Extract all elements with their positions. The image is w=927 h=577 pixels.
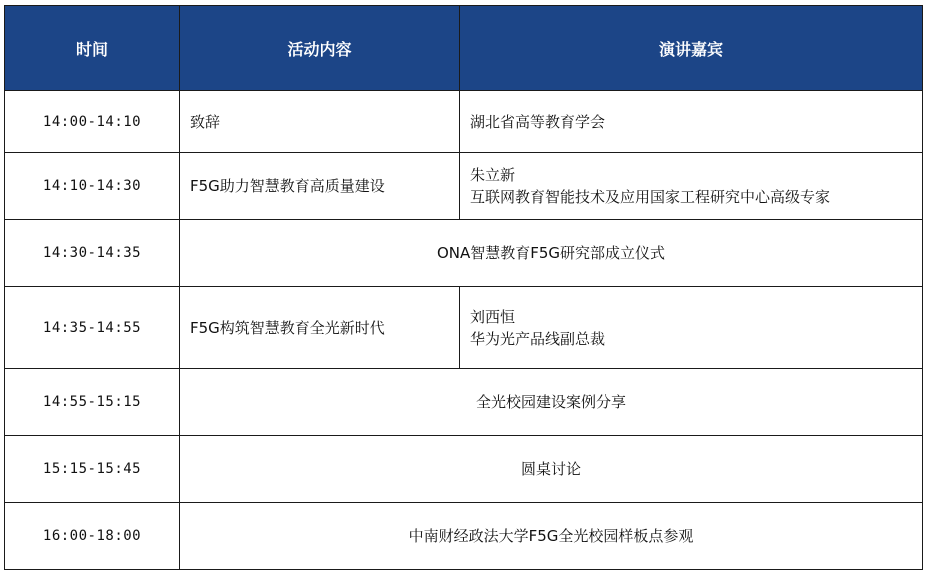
table-row xyxy=(5,220,923,287)
table-row xyxy=(5,91,923,153)
time-cell: 14:10-14:30 xyxy=(5,153,180,220)
speaker-cell xyxy=(460,287,923,369)
table-row xyxy=(5,503,923,570)
speaker-name: 刘西恒 xyxy=(470,307,516,326)
table-row xyxy=(5,287,923,369)
merged-activity-cell: 圆桌讨论 xyxy=(180,436,923,503)
activity-cell: 致辞 xyxy=(180,91,460,153)
header-speaker: 演讲嘉宾 xyxy=(460,6,923,91)
speaker-name: 朱立新 xyxy=(470,166,516,184)
merged-activity-cell: 全光校园建设案例分享 xyxy=(180,369,923,436)
table-row xyxy=(5,369,923,436)
merged-activity-cell: ONA智慧教育F5G研究部成立仪式 xyxy=(180,220,923,287)
time-cell: 15:15-15:45 xyxy=(5,436,180,503)
time-cell: 14:00-14:10 xyxy=(5,91,180,153)
time-cell: 16:00-18:00 xyxy=(5,503,180,570)
header-row xyxy=(5,6,923,91)
merged-activity-cell: 中南财经政法大学F5G全光校园样板点参观 xyxy=(180,503,923,570)
activity-cell: F5G构筑智慧教育全光新时代 xyxy=(180,287,460,369)
time-cell: 14:55-15:15 xyxy=(5,369,180,436)
speaker-cell xyxy=(460,153,923,220)
activity-cell: F5G助力智慧教育高质量建设 xyxy=(180,153,460,220)
speaker-title: 互联网教育智能技术及应用国家工程研究中心高级专家 xyxy=(470,188,831,206)
speaker-name: 湖北省高等教育学会 xyxy=(470,112,606,131)
header-activity: 活动内容 xyxy=(180,6,460,91)
agenda-table xyxy=(4,5,923,570)
table-row xyxy=(5,436,923,503)
speaker-cell xyxy=(460,91,923,153)
table-row xyxy=(5,153,923,220)
time-cell: 14:35-14:55 xyxy=(5,287,180,369)
header-time: 时间 xyxy=(5,6,180,91)
time-cell: 14:30-14:35 xyxy=(5,220,180,287)
speaker-title: 华为光产品线副总裁 xyxy=(470,329,606,348)
